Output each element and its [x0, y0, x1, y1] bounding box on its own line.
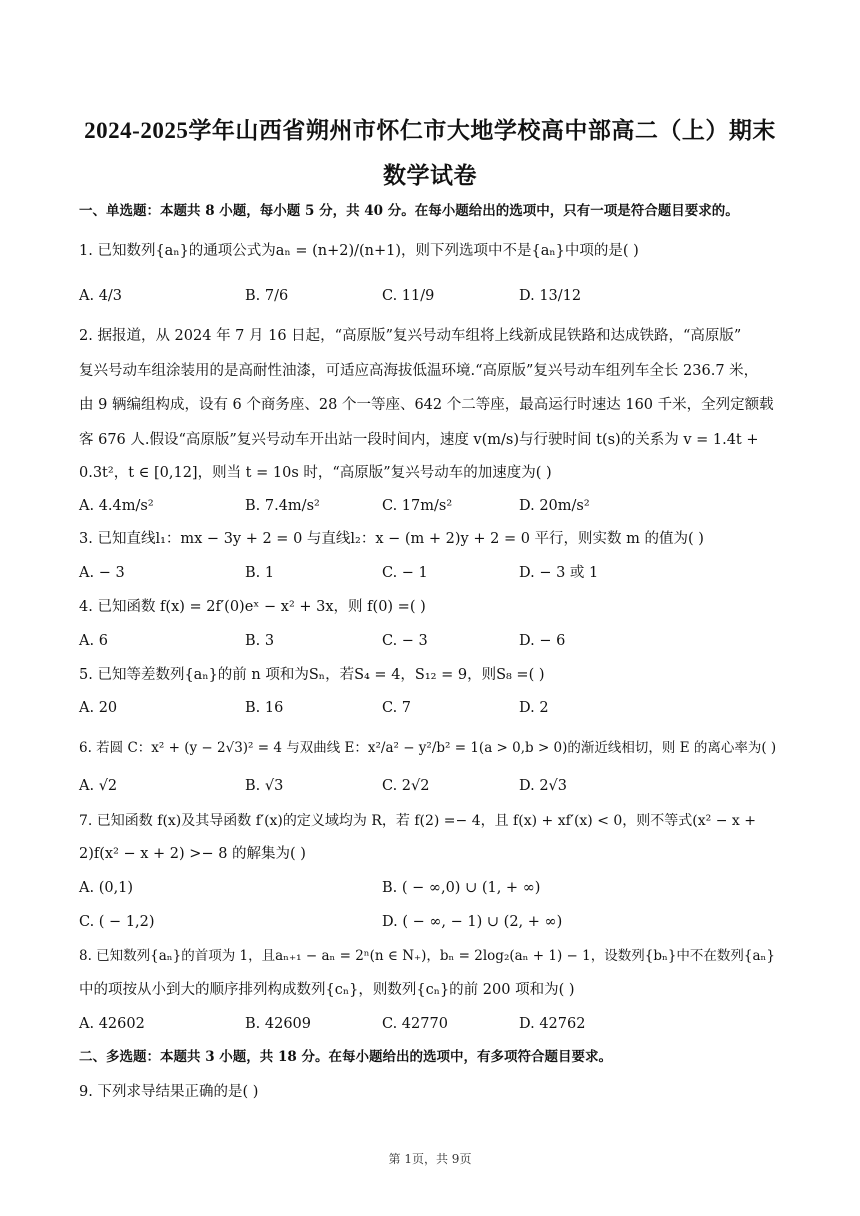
- q1-option-d: D. 13/12: [519, 288, 582, 304]
- q2-option-c: C. 17m/s²: [382, 498, 453, 514]
- q4-option-d: D. − 6: [519, 633, 566, 649]
- question-1-stem: 1. 已知数列{aₙ}的通项公式为aₙ = (n+2)/(n+1)，则下列选项中不是{aₙ}中项的是( ): [79, 243, 639, 259]
- q5-option-d: D. 2: [519, 700, 549, 716]
- question-6-stem: 6. 若圆 C：x² + (y − 2√3)² = 4 与双曲线 E：x²/a² − y²/b² = 1(a > 0,b > 0)的渐近线相切，则 E 的离心率为( ): [79, 740, 777, 756]
- question-5-stem: 5. 已知等差数列{aₙ}的前 n 项和为Sₙ，若S₄ = 4，S₁₂ = 9，则S₈ =( ): [79, 667, 545, 683]
- q3-option-a: A. − 3: [79, 565, 125, 581]
- question-2-line-2: 复兴号动车组涂装用的是高耐性油漆，可适应高海拔低温环境.“高原版”复兴号动车组列车全长 236.7 米，: [79, 363, 759, 379]
- q8-option-c: C. 42770: [382, 1016, 448, 1032]
- q7-option-c: C. ( − 1,2): [79, 914, 155, 930]
- q3-option-b: B. 1: [245, 565, 275, 581]
- q2-option-a: A. 4.4m/s²: [79, 498, 154, 514]
- q5-option-b: B. 16: [245, 700, 284, 716]
- section-heading-single-choice: 一、单选题：本题共 8 小题，每小题 5 分，共 40 分。在每小题给出的选项中，只有一项是符合题目要求的。: [79, 203, 739, 219]
- page-footer: 第 1页，共 9页: [388, 1152, 472, 1166]
- q3-option-d: D. − 3 或 1: [519, 565, 599, 581]
- q5-option-c: C. 7: [382, 700, 412, 716]
- q1-option-a: A. 4/3: [79, 288, 123, 304]
- q7-option-d: D. ( − ∞, − 1) ∪ (2, + ∞): [382, 914, 563, 930]
- q7-option-b: B. ( − ∞,0) ∪ (1, + ∞): [382, 880, 541, 896]
- exam-title-line1: 2024-2025学年山西省朔州市怀仁市大地学校高中部高二（上）期末: [84, 118, 776, 143]
- exam-title-line2: 数学试卷: [383, 163, 477, 188]
- question-2-line-1: 2. 据报道，从 2024 年 7 月 16 日起，“高原版”复兴号动车组将上线新成昆铁路和达成铁路，“高原版”: [79, 328, 742, 344]
- q4-option-c: C. − 3: [382, 633, 428, 649]
- question-2-line-5: 0.3t²，t ∈ [0,12]，则当 t = 10s 时，“高原版”复兴号动车的加速度为( ): [79, 465, 552, 481]
- question-3-stem: 3. 已知直线l₁：mx − 3y + 2 = 0 与直线l₂：x − (m + 2)y + 2 = 0 平行，则实数 m 的值为( ): [79, 531, 704, 547]
- question-8-line-2: 中的项按从小到大的顺序排列构成数列{cₙ}，则数列{cₙ}的前 200 项和为( ): [79, 982, 575, 998]
- q8-option-a: A. 42602: [79, 1016, 145, 1032]
- q6-option-c: C. 2√2: [382, 778, 430, 794]
- q5-option-a: A. 20: [79, 700, 118, 716]
- q6-option-d: D. 2√3: [519, 778, 568, 794]
- section-heading-multi-choice: 二、多选题：本题共 3 小题，共 18 分。在每小题给出的选项中，有多项符合题目要求。: [79, 1049, 612, 1065]
- q4-option-a: A. 6: [79, 633, 108, 649]
- q1-option-c: C. 11/9: [382, 288, 435, 304]
- question-4-stem: 4. 已知函数 f(x) = 2f′(0)eˣ − x² + 3x，则 f(0) =( ): [79, 599, 426, 615]
- q6-option-b: B. √3: [245, 778, 284, 794]
- question-2-line-3: 由 9 辆编组构成，设有 6 个商务座、28 个一等座、642 个二等座，最高运行时速达 160 千米，全列定额载: [79, 397, 774, 413]
- q2-option-b: B. 7.4m/s²: [245, 498, 320, 514]
- q3-option-c: C. − 1: [382, 565, 428, 581]
- question-8-line-1: 8. 已知数列{aₙ}的首项为 1，且aₙ₊₁ − aₙ = 2ⁿ(n ∈ N₊)，bₙ = 2log₂(aₙ + 1) − 1，设数列{bₙ}中不在数列{aₙ}: [79, 948, 775, 964]
- question-7-line-1: 7. 已知函数 f(x)及其导函数 f′(x)的定义域均为 R，若 f(2) =− 4，且 f(x) + xf′(x) < 0，则不等式(x² − x +: [79, 813, 756, 829]
- q4-option-b: B. 3: [245, 633, 275, 649]
- question-2-line-4: 客 676 人.假设“高原版”复兴号动车开出站一段时间内，速度 v(m/s)与行驶时间 t(s)的关系为 v = 1.4t +: [79, 432, 759, 448]
- question-9-stem: 9. 下列求导结果正确的是( ): [79, 1084, 259, 1100]
- q8-option-b: B. 42609: [245, 1016, 312, 1032]
- q2-option-d: D. 20m/s²: [519, 498, 590, 514]
- q7-option-a: A. (0,1): [79, 880, 134, 896]
- q1-option-b: B. 7/6: [245, 288, 289, 304]
- q6-option-a: A. √2: [79, 778, 118, 794]
- question-7-line-2: 2)f(x² − x + 2) >− 8 的解集为( ): [79, 846, 306, 862]
- q8-option-d: D. 42762: [519, 1016, 586, 1032]
